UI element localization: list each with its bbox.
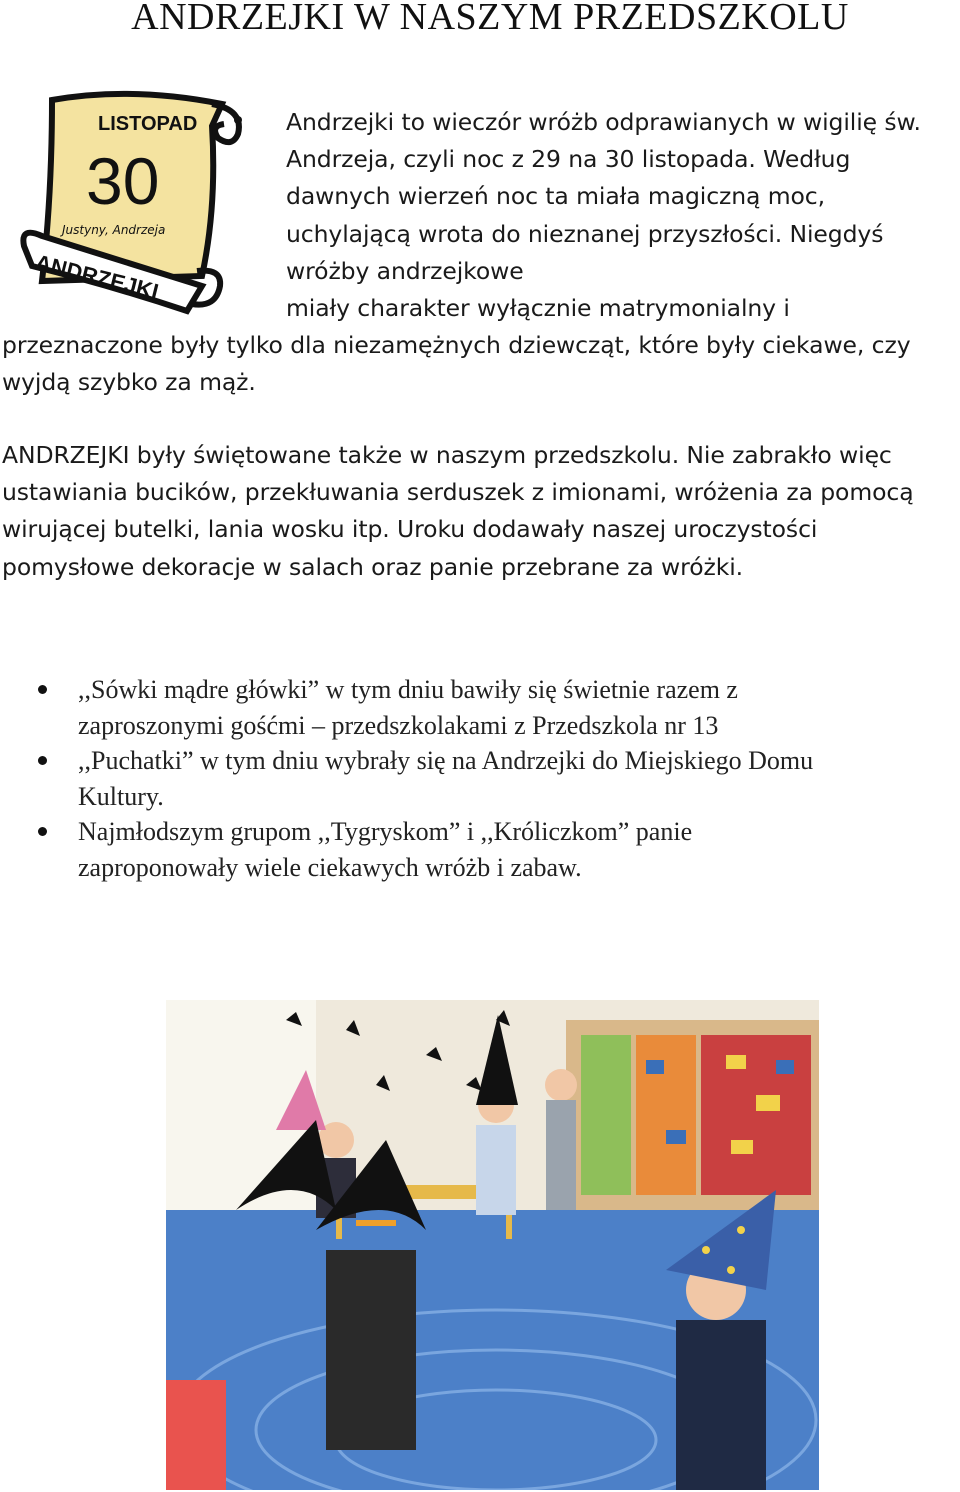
bullet-icon <box>38 756 47 765</box>
text-line: dawnych wierzeń noc ta miała magiczną moc, <box>286 182 825 211</box>
text-line: przeznaczone były tylko dla niezamężnych dziewcząt, które były ciekawe, czy <box>2 331 911 359</box>
calendar-day: 30 <box>86 144 160 218</box>
text-line: wyjdą szybko za mąż. <box>2 368 256 397</box>
text-line: zaproszonymi gośćmi – przedszkolakami z Przedszkola nr 13 <box>78 710 719 740</box>
calendar-names: Justyny, Andrzeja <box>62 223 166 237</box>
list-item <box>0 672 960 743</box>
text-line: ,,Sówki mądre główki” w tym dniu bawiły się świetnie razem z <box>78 675 738 704</box>
text-line: wirującej butelki, lania wosku itp. Uroku dodawały naszej uroczystości <box>2 515 818 544</box>
calendar-scroll-illustration <box>12 86 247 316</box>
text-line: Andrzejki to wieczór wróżb odprawianych w wigilię św. <box>286 108 921 136</box>
classroom-photo <box>166 1000 819 1490</box>
bullet-icon <box>38 827 47 836</box>
groups-bullet-list <box>0 672 960 885</box>
text-line: Andrzeja, czyli noc z 29 na 30 listopada. Według <box>286 145 851 174</box>
text-line: ,,Puchatki” w tym dniu wybrały się na Andrzejki do Miejskiego Domu <box>78 746 814 775</box>
text-line: wróżby andrzejkowe <box>286 256 524 285</box>
text-line: Najmłodszym grupom ,,Tygryskom” i ,,Króliczkom” panie <box>78 817 693 846</box>
list-item <box>0 743 960 814</box>
intro-paragraph-right <box>286 104 960 327</box>
list-item <box>0 814 960 885</box>
text-line: ustawiania bucików, przekłuwania serduszek z imionami, wróżenia za pomocą <box>2 478 914 507</box>
text-line: miały charakter wyłącznie matrymonialny i <box>286 294 790 323</box>
celebration-paragraph <box>2 437 960 586</box>
text-line: uchylającą wrota do nieznanej przyszłości. Niegdyś <box>286 219 884 248</box>
text-line: zaproponowały wiele ciekawych wróżb i zabaw. <box>78 852 582 882</box>
intro-paragraph-continued <box>2 327 960 401</box>
text-line: Kultury. <box>78 781 164 811</box>
bullet-icon <box>38 685 47 694</box>
calendar-banner: ANDRZEJKI <box>32 249 162 305</box>
page-title: ANDRZEJKI W NASZYM PRZEDSZKOLU <box>131 0 849 38</box>
calendar-month: LISTOPAD <box>98 113 198 135</box>
text-line: pomysłowe dekoracje w salach oraz panie przebrane za wróżki. <box>2 552 744 581</box>
text-line: ANDRZEJKI były świętowane także w naszym przedszkolu. Nie zabrakło więc <box>2 441 892 469</box>
